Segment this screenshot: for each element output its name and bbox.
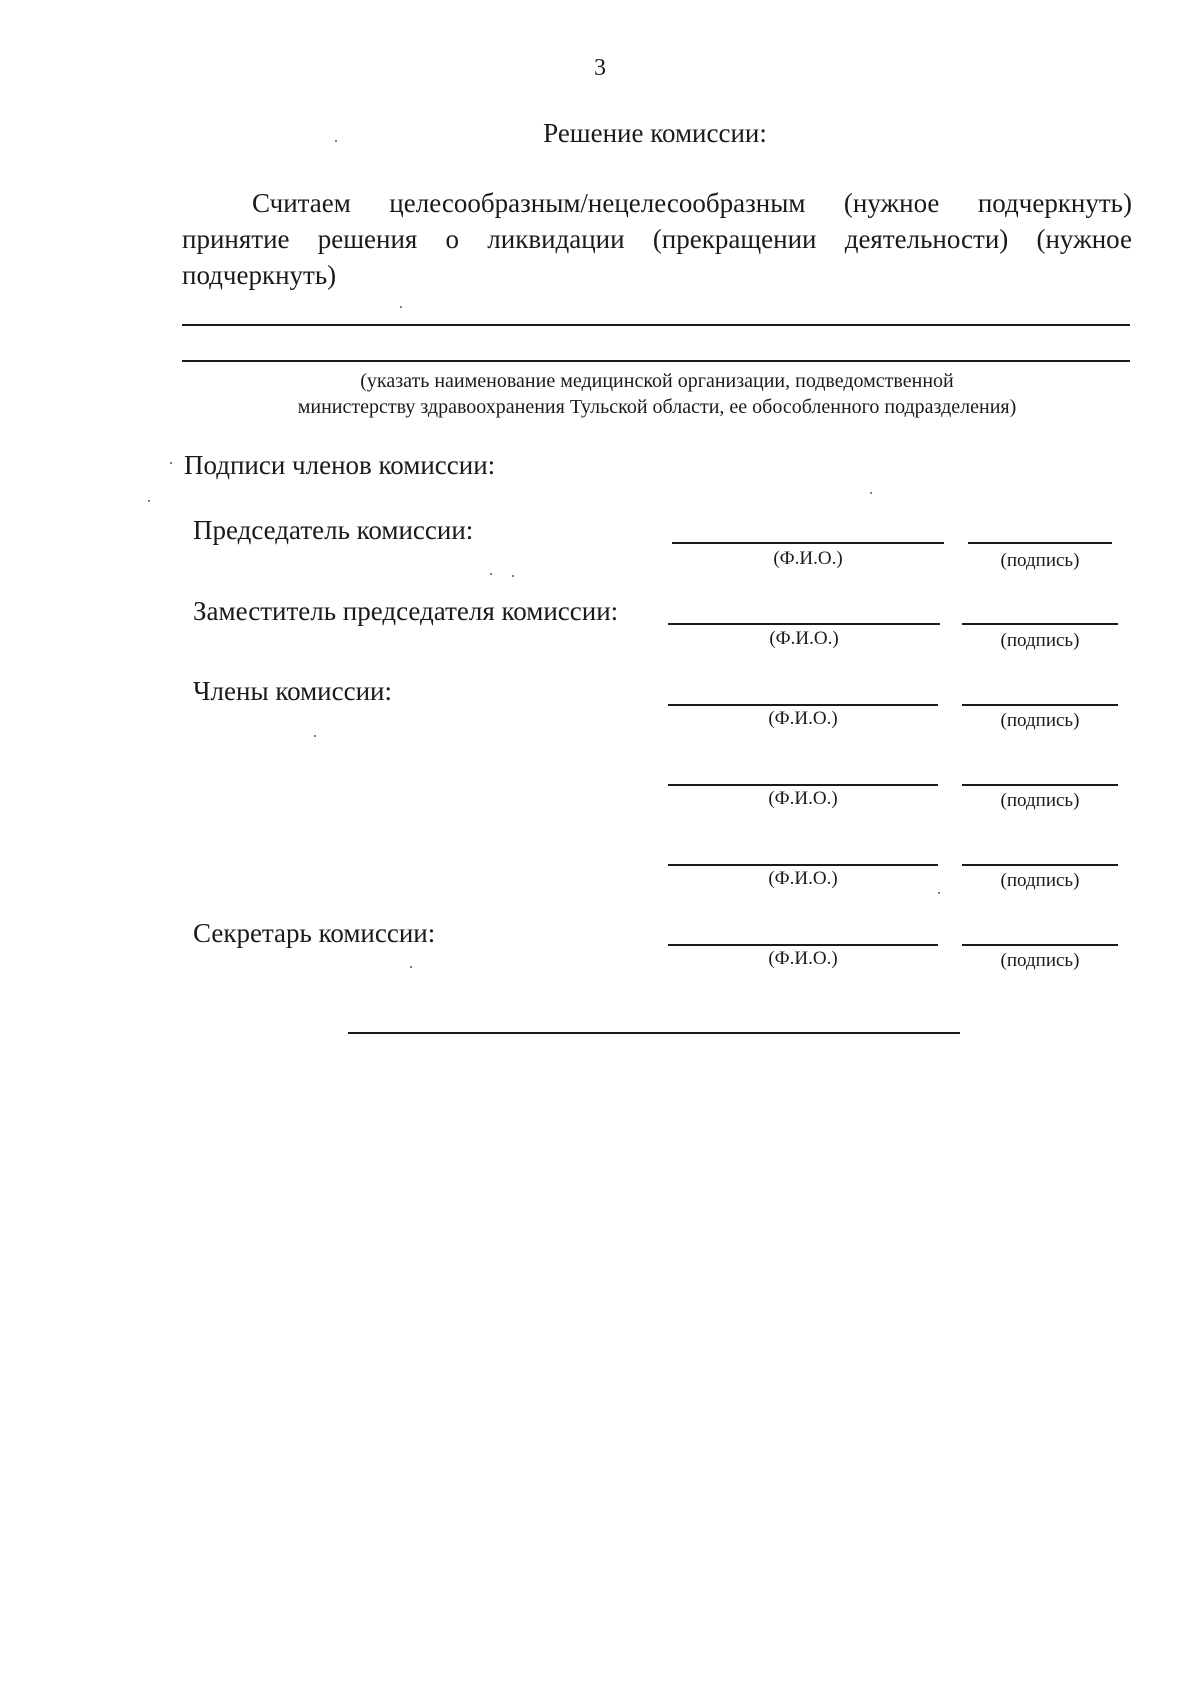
secretary-fio-caption: (Ф.И.О.)	[768, 948, 838, 969]
member-2-fio-line	[668, 784, 938, 786]
scan-speck	[512, 575, 514, 577]
scan-speck	[410, 966, 412, 968]
chairman-fio-caption: (Ф.И.О.)	[773, 548, 843, 569]
member-2-sign-line	[962, 784, 1118, 786]
member-3-fio-line	[668, 864, 938, 866]
signatures-heading: Подписи членов комиссии:	[184, 450, 496, 480]
page-number: 3	[594, 55, 606, 81]
deputy-fio-caption: (Ф.И.О.)	[769, 628, 839, 649]
org-caption-line-1: (указать наименование медицинской организации, подведомственной	[360, 370, 954, 392]
deputy-sign-caption: (подпись)	[1000, 630, 1080, 651]
secretary-sign-line	[962, 944, 1118, 946]
deputy-label: Заместитель председателя комиссии:	[193, 596, 619, 626]
chairman-sign-caption: (подпись)	[1000, 550, 1080, 571]
scan-speck	[490, 573, 492, 575]
chairman-sign-line	[968, 542, 1112, 544]
member-1-sign-line	[962, 704, 1118, 706]
org-caption-line-2: министерству здравоохранения Тульской области, ее обособленного подразделения)	[297, 396, 1017, 418]
deputy-fio-line	[668, 623, 940, 625]
org-caption	[182, 368, 1132, 420]
chairman-label: Председатель комиссии:	[193, 515, 474, 545]
member-2-fio-caption: (Ф.И.О.)	[768, 788, 838, 809]
scan-speck	[870, 492, 872, 494]
member-3-sign-caption: (подпись)	[1000, 870, 1080, 891]
scan-speck	[400, 306, 402, 308]
secretary-sign-caption: (подпись)	[1000, 950, 1080, 971]
deputy-sign-line	[962, 623, 1118, 625]
decision-text: Считаем целесообразным/нецелесообразным (нужное подчеркнуть) принятие решения о ликвидации (прекращении деятельности) (нужное подчеркнуть)	[182, 188, 1132, 290]
member-1-fio-caption: (Ф.И.О.)	[768, 708, 838, 729]
decision-paragraph	[182, 185, 1132, 293]
member-1-sign-caption: (подпись)	[1000, 710, 1080, 731]
org-name-line-2	[182, 360, 1130, 362]
scan-speck	[314, 735, 316, 737]
member-3-fio-caption: (Ф.И.О.)	[768, 868, 838, 889]
member-3-sign-line	[962, 864, 1118, 866]
org-name-line-1	[182, 324, 1130, 326]
scan-speck	[148, 500, 150, 502]
secretary-label: Секретарь комиссии:	[193, 918, 436, 948]
member-1-fio-line	[668, 704, 938, 706]
scan-speck	[335, 140, 337, 142]
secretary-fio-line	[668, 944, 938, 946]
member-2-sign-caption: (подпись)	[1000, 790, 1080, 811]
members-label: Члены комиссии:	[193, 676, 392, 706]
scan-speck	[938, 892, 940, 894]
scan-speck	[170, 462, 172, 464]
decision-heading: Решение комиссии:	[543, 118, 767, 148]
closing-rule	[348, 1032, 960, 1034]
chairman-fio-line	[672, 542, 944, 544]
